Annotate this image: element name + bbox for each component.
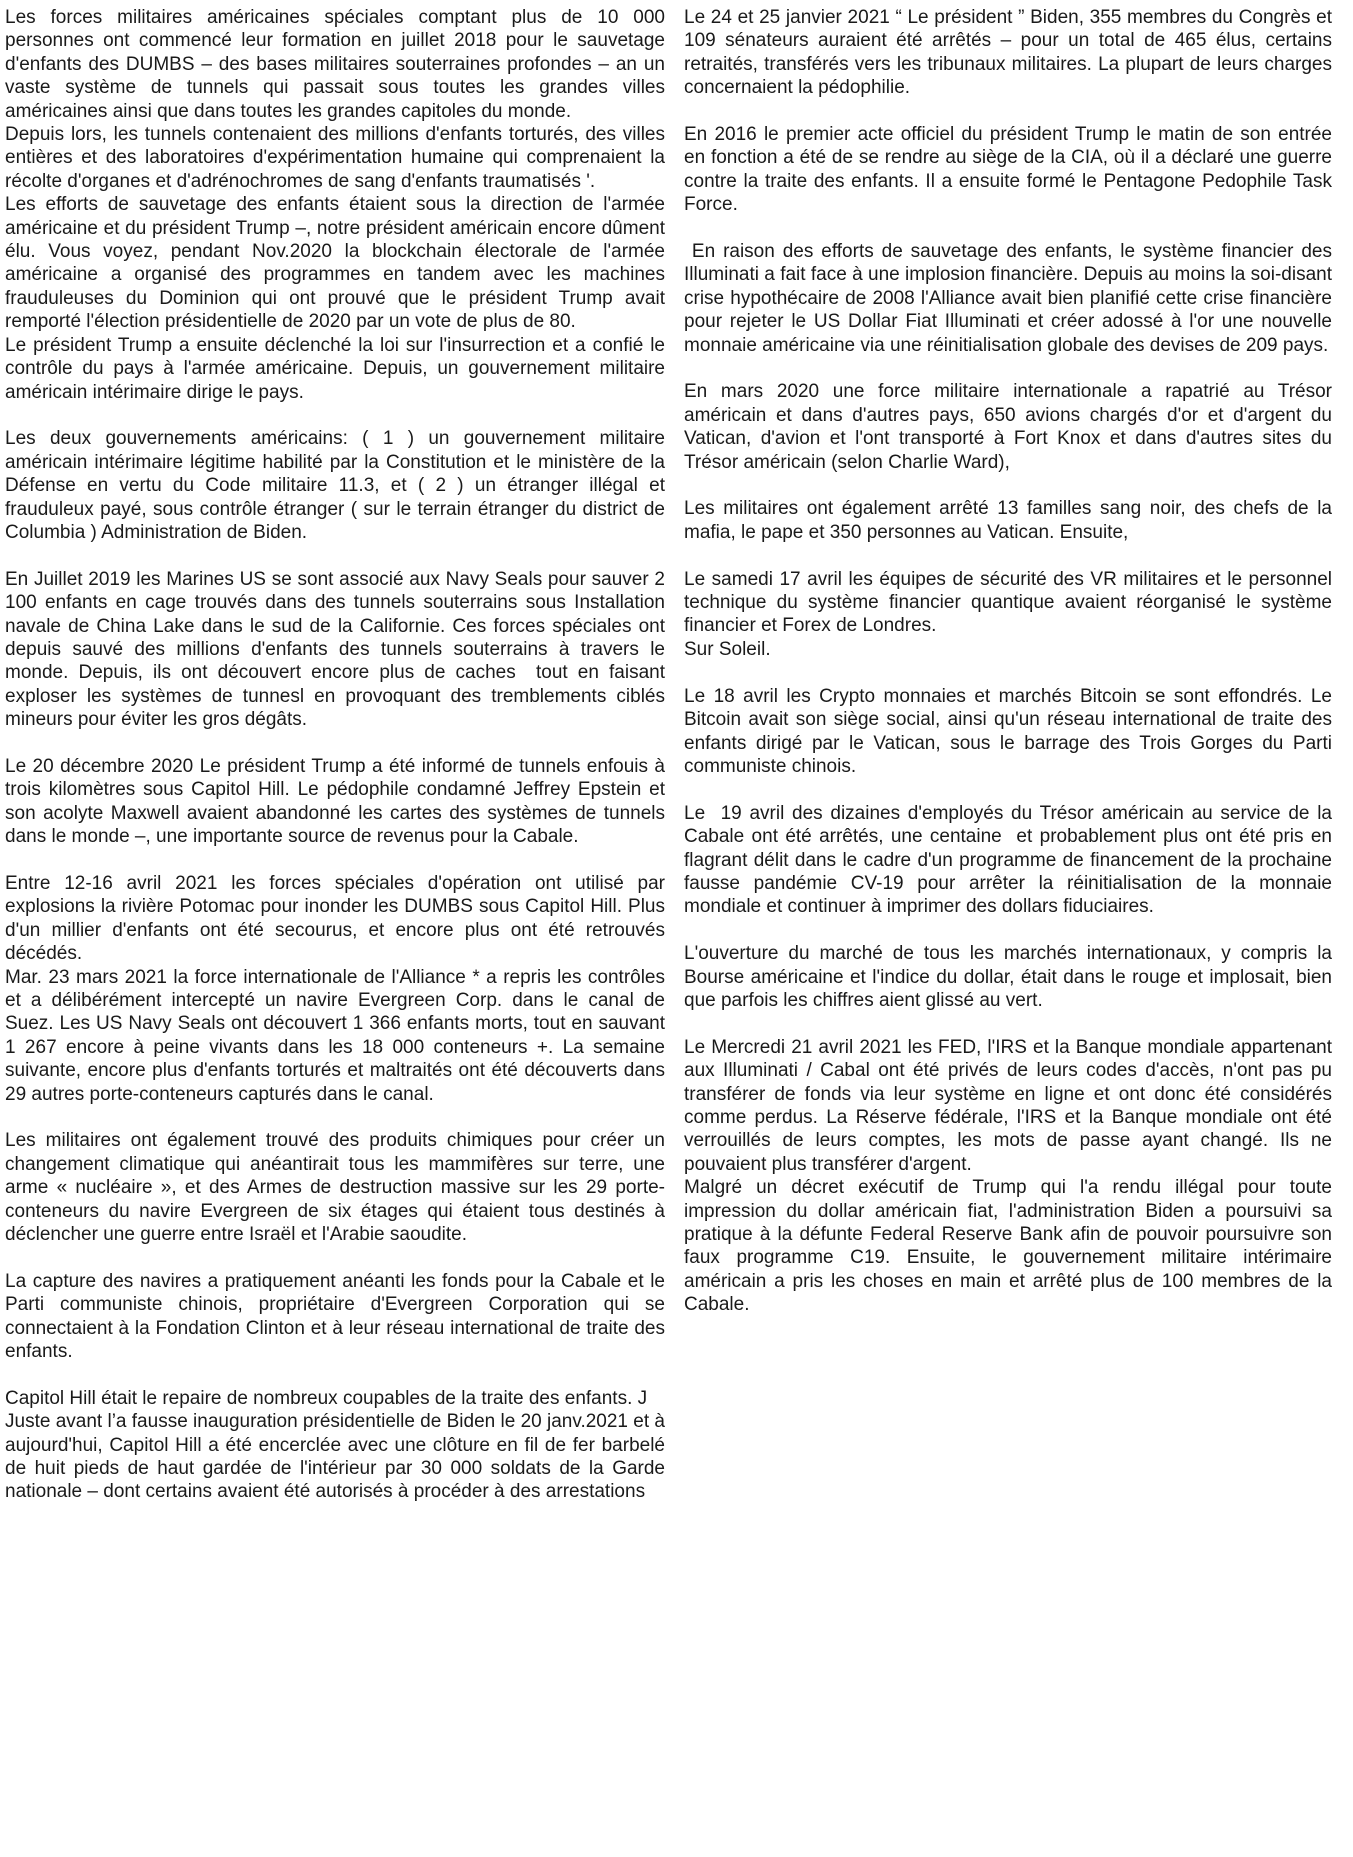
paragraph: L'ouverture du marché de tous les marchés internationaux, y compris la Bourse américaine et l'indice du dollar, était dans le rouge et implosait, bien que parfois les chiffres aient glissé au vert. xyxy=(684,943,1338,1011)
paragraph: Le 18 avril les Crypto monnaies et marchés Bitcoin se sont effondrés. Le Bitcoin avait son siège social, ainsi qu'un réseau international de traite des enfants dirigé par le Vatican, sous le barrage des Trois Gorges du Parti communiste chinois. xyxy=(684,685,1338,777)
left-column xyxy=(5,6,671,1527)
paragraph: Le samedi 17 avril les équipes de sécurité des VR militaires et le personnel technique du système financier quantique avaient réorganisé le système financier et Forex de Londres. Sur Soleil. xyxy=(684,568,1332,660)
paragraph: Le Mercredi 21 avril 2021 les FED, l'IRS et la Banque mondiale appartenant aux Illuminati / Cabal ont été privés de leurs codes d'accès, n'ont pas pu transférer de fonds via leur système en ligne et ont donc été considérés comme perdus. La Réserve fédérale, l'IRS et la Banque mondiale ont été verrouillés de leurs comptes, les mots de passe ayant changé. Ils ne pouvaient plus transférer d'argent. Malgré un décret exécutif de Trump qui l'a rendu illégal pour toute impression du dollar américain fiat, l'administration Biden a poursuivi sa pratique à la défunte Federal Reserve Bank afin de pouvoir poursuivre son faux programme C19. Ensuite, le gouvernement militaire intérimaire américain a pris les choses en main et arrêté plus de 100 membres de la Cabale. xyxy=(684,1036,1332,1316)
paragraph: En 2016 le premier acte officiel du président Trump le matin de son entrée en fonction a été de se rendre au siège de la CIA, où il a déclaré une guerre contre la traite des enfants. Il a ensuite formé le Pentagone Pedophile Task Force. xyxy=(684,124,1338,216)
paragraph: Le 20 décembre 2020 Le président Trump a été informé de tunnels enfouis à trois kilomètres sous Capitol Hill. Le pédophile condamné Jeffrey Epstein et son acolyte Maxwell avaient abandonné les cartes des systèmes de tunnels dans le monde –, une importante source de revenus pour la Cabale. xyxy=(5,755,671,848)
paragraph: Le 19 avril des dizaines d'employés du Trésor américain au service de la Cabale ont été arrêtés, une centaine et probablement plus ont été pris en flagrant délit dans le cadre d'un programme de financement de la prochaine fausse pandémie CV-19 pour arrêter la réinitialisation de la monnaie mondiale et continuer à imprimer des dollars fiduciaires. xyxy=(684,802,1338,918)
right-column xyxy=(684,6,1338,1340)
paragraph: Les forces militaires américaines spéciales comptant plus de 10 000 personnes ont commencé leur formation en juillet 2018 pour le sauvetage d'enfants des DUMBS – des bases militaires souterraines profondes – an un vaste système de tunnels qui passait sous toutes les grandes villes américaines ainsi que dans toutes les grandes capitoles du monde. Depuis lors, les tunnels contenaient des millions d'enfants torturés, des villes entières et des laboratoires d'expérimentation humaine qui comprenaient la récolte d'organes et d'adrénochromes de sang d'enfants traumatisés '. Les efforts de sauvetage des enfants étaient sous la direction de l'armée américaine et du président Trump –, notre président américain encore dûment élu. Vous voyez, pendant Nov.2020 la blockchain électorale de l'armée américaine a organisé des programmes en tandem avec les machines frauduleuses du Dominion qui ont prouvé que le président Trump avait remporté l'élection présidentielle de 2020 par un vote de plus de 80. Le président Trump a ensuite déclenché la loi sur l'insurrection et a confié le contrôle du pays à l'armée américaine. Depuis, un gouvernement militaire américain intérimaire dirige le pays. xyxy=(5,7,665,403)
paragraph: Entre 12-16 avril 2021 les forces spéciales d'opération ont utilisé par explosions la rivière Potomac pour inonder les DUMBS sous Capitol Hill. Plus d'un millier d'enfants ont été secourus, et encore plus ont été retrouvés décédés. Mar. 23 mars 2021 la force internationale de l'Alliance * a repris les contrôles et a délibérément intercepté un navire Evergreen Corp. dans le canal de Suez. Les US Navy Seals ont découvert 1 366 enfants morts, tout en sauvant 1 267 encore à peine vivants dans les 18 000 conteneurs +. La semaine suivante, encore plus d'enfants torturés et maltraités ont été découverts dans 29 autres porte-conteneurs capturés dans le canal. xyxy=(5,872,665,1105)
paragraph: Les deux gouvernements américains: ( 1 ) un gouvernement militaire américain intérimaire légitime habilité par la Constitution et le ministère de la Défense en vertu du Code militaire 11.3, et ( 2 ) un étranger illégal et frauduleux payé, sous contrôle étranger ( sur le terrain étranger du district de Columbia ) Administration de Biden. xyxy=(5,428,671,543)
paragraph: En Juillet 2019 les Marines US se sont associé aux Navy Seals pour sauver 2 100 enfants en cage trouvés dans des tunnels souterrains sous Installation navale de China Lake dans le sud de la Californie. Ces forces spéciales ont depuis sauvé des millions d'enfants des tunnels souterrains à travers le monde. Depuis, ils ont découvert encore plus de caches tout en faisant exploser les systèmes de tunnesl en provoquant des tremblements ciblés mineurs pour éviter les gros dégâts. xyxy=(5,568,671,731)
paragraph: La capture des navires a pratiquement anéanti les fonds pour la Cabale et le Parti communiste chinois, propriétaire d'Evergreen Corporation qui se connectaient à la Fondation Clinton et à leur réseau international de traite des enfants. xyxy=(5,1270,671,1363)
paragraph: Les militaires ont également trouvé des produits chimiques pour créer un changement climatique qui anéantirait tous les mammifères sur terre, une arme « nucléaire », et des Armes de destruction massive sur les 29 porte-conteneurs du navire Evergreen de six étages qui étaient tous destinés à déclencher une guerre entre Israël et l'Arabie saoudite. xyxy=(5,1130,671,1246)
paragraph: Le 24 et 25 janvier 2021 “ Le président ” Biden, 355 membres du Congrès et 109 sénateurs auraient été arrêtés – pour un total de 465 élus, certains retraités, transférés vers les tribunaux militaires. La plupart de leurs charges concernaient la pédophilie. xyxy=(684,7,1338,99)
paragraph: En mars 2020 une force militaire internationale a rapatrié au Trésor américain et dans d'autres pays, 650 avions chargés d'or et d'argent du Vatican, d'avion et l'ont transporté à Fort Knox et dans d'autres sites du Trésor américain (selon Charlie Ward), xyxy=(684,381,1338,473)
paragraph: En raison des efforts de sauvetage des enfants, le système financier des Illuminati a fait face à une implosion financière. Depuis au moins la soi-disant crise hypothécaire de 2008 l'Alliance avait bien planifié cette crise financière pour rejeter le US Dollar Fiat Illuminati et créer adossé à l'or une nouvelle monnaie américaine via une réinitialisation globale des devises de 209 pays. xyxy=(684,241,1338,356)
paragraph: Capitol Hill était le repaire de nombreux coupables de la traite des enfants. J Juste avant l’a fausse inauguration présidentielle de Biden le 20 janv.2021 et à aujourd'hui, Capitol Hill a été encerclée avec une clôture en fil de fer barbelé de huit pieds de haut gardée de l'intérieur par 30 000 soldats de la Garde nationale – dont certains avaient été autorisés à procéder à des arrestations xyxy=(5,1387,665,1503)
paragraph: Les militaires ont également arrêté 13 familles sang noir, des chefs de la mafia, le pape et 350 personnes au Vatican. Ensuite, xyxy=(684,498,1338,543)
